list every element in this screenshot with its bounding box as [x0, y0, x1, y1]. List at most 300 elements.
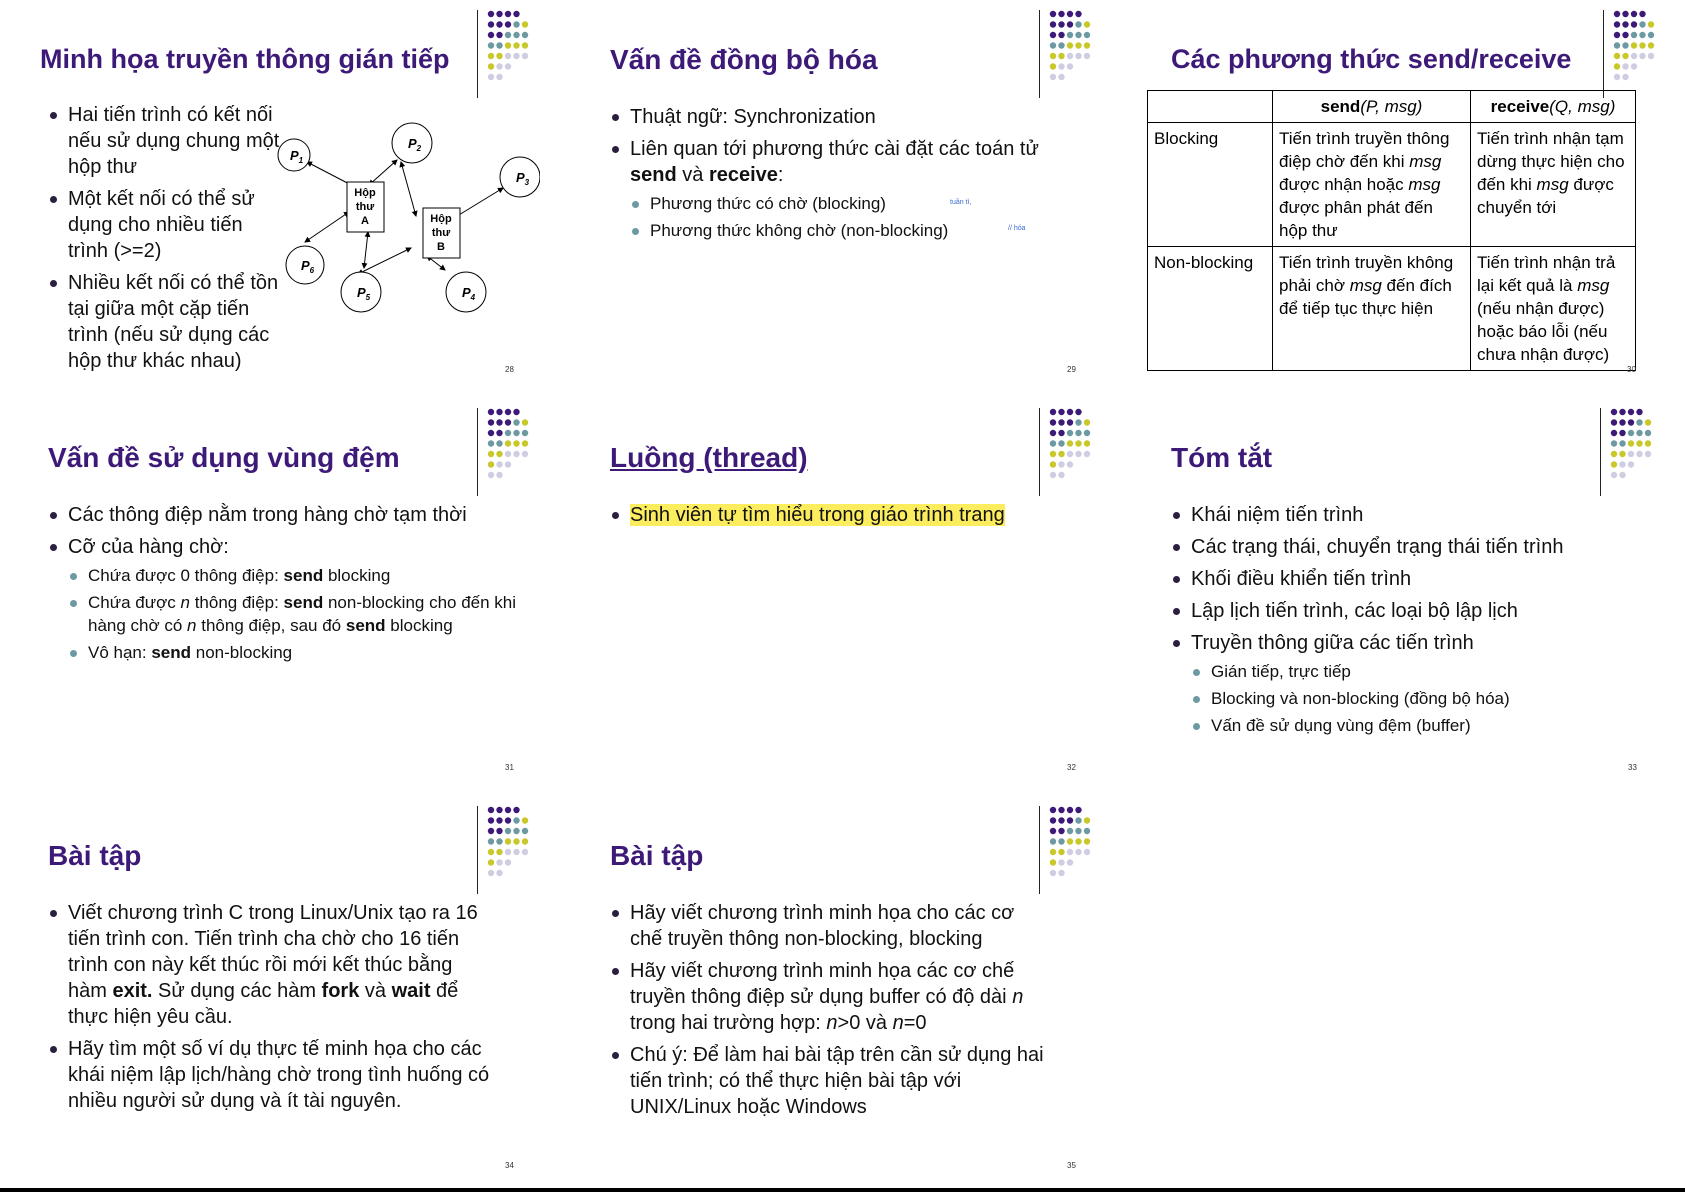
bullet-list	[610, 900, 1050, 1126]
bullet-item: Viết chương trình C trong Linux/Unix tạo ra 16 tiến trình con. Tiến trình cha chờ cho 16 tiến trình con này kết thúc rồi mới kết thúc bằng hàm exit. Sử dụng các hàm fork và wait để thực hiện yêu cầu.	[48, 900, 496, 1030]
decorative-dot	[522, 32, 528, 38]
decorative-dot	[1084, 817, 1090, 823]
decorative-dot	[1614, 32, 1620, 38]
decorative-dot	[1050, 42, 1056, 48]
decorative-dot	[1084, 849, 1090, 855]
decorative-dot	[1075, 817, 1081, 823]
decorative-dot	[1611, 472, 1617, 478]
process-label: $P_5$	[357, 285, 371, 302]
decorative-dot	[1628, 461, 1634, 467]
decorative-dot	[496, 53, 502, 59]
decorative-dot	[1611, 409, 1617, 415]
decorative-dot	[1067, 42, 1073, 48]
decorative-dot	[488, 828, 494, 834]
decorative-dot	[1050, 32, 1056, 38]
decorative-dot	[1645, 430, 1651, 436]
decorative-dot	[1084, 42, 1090, 48]
decorative-dot	[505, 817, 511, 823]
sub-bullet-item: Gián tiếp, trực tiếp	[1191, 660, 1641, 683]
decorative-dot	[496, 817, 502, 823]
decorative-dot	[1067, 53, 1073, 59]
decorative-dot	[1050, 472, 1056, 478]
decorative-dot	[488, 472, 494, 478]
mailbox-label: A	[361, 215, 369, 227]
bullet-list	[610, 502, 1090, 534]
decorative-dot	[488, 838, 494, 844]
table-cell: Tiến trình nhận trả lại kết quả là msg (nếu nhận được) hoặc báo lỗi (nếu chưa nhận được)	[1471, 247, 1636, 371]
decorative-dot	[1084, 32, 1090, 38]
decorative-dot	[1075, 409, 1081, 415]
slide-35	[562, 796, 1102, 1176]
divider	[1603, 10, 1604, 98]
bullet-item: Cỡ của hàng chờ: Chứa được 0 thông điệp: send blocking Chứa được n thông điệp: send non-blocking cho đến khi hàng chờ có n thông điệp, sau đó send blocking Vô hạn: send non-blocking	[48, 534, 518, 664]
decorative-dot	[1628, 451, 1634, 457]
slide-title: Luồng (thread)	[610, 442, 808, 473]
bullet-item: Hai tiến trình có kết nối nếu sử dụng chung một hộp thư	[48, 102, 280, 180]
decorative-dot	[1050, 451, 1056, 457]
decorative-dot	[1628, 440, 1634, 446]
decorative-dot	[1058, 828, 1064, 834]
decorative-dot	[1631, 11, 1637, 17]
decorative-dot	[1614, 53, 1620, 59]
sub-bullet-item: Phương thức không chờ (non-blocking)	[630, 219, 1050, 242]
decorative-dot	[1084, 21, 1090, 27]
decorative-dot	[1050, 430, 1056, 436]
decorative-dot	[1628, 409, 1634, 415]
decorative-dot	[505, 11, 511, 17]
decorative-dot	[522, 440, 528, 446]
decorative-dot	[1067, 859, 1073, 865]
table-cell: Tiến trình nhận tạm dừng thực hiện cho đến khi msg được chuyển tới	[1471, 123, 1636, 247]
decorative-dot	[1631, 32, 1637, 38]
decorative-dot	[496, 451, 502, 457]
decorative-dot	[488, 451, 494, 457]
decorative-dot	[1084, 440, 1090, 446]
decorative-dot	[1050, 849, 1056, 855]
sub-bullet-item: Blocking và non-blocking (đồng bộ hóa)	[1191, 687, 1641, 710]
decorative-dot	[496, 419, 502, 425]
decorative-dot	[505, 430, 511, 436]
decorative-dot	[1058, 74, 1064, 80]
decorative-dot	[1084, 53, 1090, 59]
decorative-dot	[513, 42, 519, 48]
decorative-dot	[505, 838, 511, 844]
slide-33	[1123, 398, 1663, 778]
slide-title: Tóm tắt	[1171, 442, 1273, 473]
slide-34	[0, 796, 540, 1176]
decorative-dot	[1075, 419, 1081, 425]
decorative-dot	[496, 11, 502, 17]
decorative-dot	[1084, 419, 1090, 425]
bullet-item: Nhiều kết nối có thể tồn tại giữa một cặp tiến trình (nếu sử dụng các hộp thư khác nhau)	[48, 270, 280, 374]
decorative-dot	[1639, 11, 1645, 17]
decorative-dot	[496, 63, 502, 69]
decorative-dot	[496, 859, 502, 865]
decorative-dot	[1636, 430, 1642, 436]
bullet-item: Hãy tìm một số ví dụ thực tế minh họa cho các khái niệm lập lịch/hàng chờ trong tình huống có nhiều người sử dụng và ít tài nguyên.	[48, 1036, 496, 1114]
bullet-item: Các thông điệp nằm trong hàng chờ tạm thời	[48, 502, 518, 528]
divider	[1039, 806, 1040, 894]
table-cell	[1148, 91, 1273, 123]
divider	[477, 408, 478, 496]
decorative-dot	[1058, 807, 1064, 813]
decorative-dot	[496, 849, 502, 855]
decorative-dot	[488, 32, 494, 38]
decorative-dot	[522, 838, 528, 844]
decorative-dot	[505, 42, 511, 48]
decorative-dot	[488, 409, 494, 415]
decorative-dot	[522, 817, 528, 823]
bullet-item: Hãy viết chương trình minh họa cho các cơ chế truyền thông non-blocking, blocking	[610, 900, 1050, 952]
decorative-dot	[1050, 828, 1056, 834]
sub-list	[630, 192, 1050, 242]
decorative-dot	[1058, 870, 1064, 876]
highlighted-text: Sinh viên tự tìm hiểu trong giáo trình trang	[630, 504, 1005, 526]
page-number: 35	[1067, 1161, 1076, 1170]
decorative-dot	[1631, 42, 1637, 48]
mailbox-diagram	[275, 120, 540, 340]
decorative-dot	[1639, 32, 1645, 38]
decorative-dot	[1075, 807, 1081, 813]
decorative-dot	[1050, 53, 1056, 59]
decorative-dot	[1645, 440, 1651, 446]
decorative-dot	[488, 21, 494, 27]
divider	[1600, 408, 1601, 496]
decorative-dot	[1631, 53, 1637, 59]
slide-title: Các phương thức send/receive	[1171, 44, 1572, 74]
decorative-dot	[496, 42, 502, 48]
decorative-dot	[496, 807, 502, 813]
slide-title: Vấn đề đồng bộ hóa	[610, 44, 878, 75]
decorative-dot	[1067, 440, 1073, 446]
decorative-dot	[488, 849, 494, 855]
decorative-dot	[1058, 63, 1064, 69]
sub-list	[68, 564, 518, 664]
bullet-item: Liên quan tới phương thức cài đặt các toán tử send và receive: Phương thức có chờ (blocking) Phương thức không chờ (non-blocking)	[610, 136, 1050, 242]
bullet-item: Chú ý: Để làm hai bài tập trên cần sử dụng hai tiến trình; có thể thực hiện bài tập với UNIX/Linux hoặc Windows	[610, 1042, 1050, 1120]
decorative-dot	[522, 451, 528, 457]
slide-title: Vấn đề sử dụng vùng đệm	[48, 442, 400, 473]
decorative-dot	[1614, 74, 1620, 80]
decorative-dot	[1050, 461, 1056, 467]
process-label: $P_4$	[462, 285, 476, 302]
process-label: $P_1$	[290, 148, 304, 165]
decorative-dot	[513, 21, 519, 27]
decorative-dot	[488, 53, 494, 59]
decorative-dots	[487, 10, 540, 90]
bullet-item: Các trạng thái, chuyển trạng thái tiến trình	[1171, 534, 1641, 560]
decorative-dot	[1067, 451, 1073, 457]
decorative-dot	[1075, 53, 1081, 59]
decorative-dots	[1049, 806, 1102, 886]
decorative-dot	[1622, 32, 1628, 38]
decorative-dot	[1067, 828, 1073, 834]
bullet-item: Một kết nối có thể sử dụng cho nhiều tiến trình (>=2)	[48, 186, 280, 264]
bullet-list	[48, 900, 496, 1120]
decorative-dot	[505, 440, 511, 446]
decorative-dot	[1067, 817, 1073, 823]
decorative-dot	[1067, 461, 1073, 467]
decorative-dot	[1622, 21, 1628, 27]
decorative-dot	[488, 42, 494, 48]
page-number: 34	[505, 1161, 514, 1170]
decorative-dot	[1050, 440, 1056, 446]
bullet-item: Lập lịch tiến trình, các loại bộ lập lịch	[1171, 598, 1641, 624]
decorative-dot	[1058, 409, 1064, 415]
page-number: 33	[1628, 763, 1637, 772]
mailbox-label: thư	[355, 201, 375, 213]
decorative-dot	[1058, 21, 1064, 27]
decorative-dot	[522, 42, 528, 48]
decorative-dot	[505, 461, 511, 467]
decorative-dot	[1067, 849, 1073, 855]
decorative-dot	[1058, 461, 1064, 467]
decorative-dots	[1049, 408, 1102, 488]
bullet-list	[1171, 502, 1641, 743]
mailbox-label: Hộp	[354, 187, 376, 199]
decorative-dot	[1067, 21, 1073, 27]
sub-bullet-item: Chứa được 0 thông điệp: send blocking	[68, 564, 518, 587]
bullet-item: Thuật ngữ: Synchronization	[610, 104, 1050, 130]
decorative-dot	[505, 828, 511, 834]
decorative-dot	[488, 74, 494, 80]
slide-30	[1145, 0, 1685, 380]
decorative-dot	[1619, 440, 1625, 446]
decorative-dot	[513, 838, 519, 844]
decorative-dot	[1622, 74, 1628, 80]
page-number: 32	[1067, 763, 1076, 772]
decorative-dot	[522, 849, 528, 855]
sub-list	[1191, 660, 1641, 737]
decorative-dot	[496, 828, 502, 834]
row-label: Non-blocking	[1148, 247, 1273, 371]
decorative-dot	[496, 32, 502, 38]
decorative-dot	[1611, 440, 1617, 446]
decorative-dot	[1067, 63, 1073, 69]
decorative-dot	[513, 419, 519, 425]
slide-title: Bài tập	[48, 840, 142, 871]
decorative-dot	[496, 440, 502, 446]
decorative-dot	[522, 21, 528, 27]
decorative-dot	[488, 817, 494, 823]
divider	[1039, 10, 1040, 98]
decorative-dot	[1067, 807, 1073, 813]
decorative-dot	[505, 63, 511, 69]
decorative-dot	[1067, 32, 1073, 38]
slide-title: Minh họa truyền thông gián tiếp	[40, 44, 450, 74]
decorative-dot	[1636, 409, 1642, 415]
decorative-dot	[1084, 430, 1090, 436]
decorative-dot	[1075, 32, 1081, 38]
decorative-dot	[513, 440, 519, 446]
decorative-dot	[1050, 817, 1056, 823]
decorative-dot	[496, 430, 502, 436]
decorative-dot	[1614, 42, 1620, 48]
sub-bullet-item: Phương thức có chờ (blocking)	[630, 192, 1050, 215]
decorative-dot	[496, 870, 502, 876]
send-receive-table	[1147, 90, 1636, 371]
decorative-dot	[505, 419, 511, 425]
decorative-dot	[1050, 21, 1056, 27]
decorative-dot	[488, 440, 494, 446]
decorative-dot	[1058, 440, 1064, 446]
decorative-dot	[1075, 451, 1081, 457]
bullet-item: Khái niệm tiến trình	[1171, 502, 1641, 528]
decorative-dot	[1075, 21, 1081, 27]
decorative-dot	[1075, 11, 1081, 17]
decorative-dot	[1075, 42, 1081, 48]
table-header: receive(Q, msg)	[1471, 91, 1636, 123]
divider	[1039, 408, 1040, 496]
decorative-dot	[505, 859, 511, 865]
decorative-dot	[1645, 419, 1651, 425]
decorative-dot	[1645, 451, 1651, 457]
process-label: $P_6$	[301, 258, 315, 275]
decorative-dot	[1084, 451, 1090, 457]
decorative-dot	[505, 409, 511, 415]
decorative-dot	[488, 870, 494, 876]
decorative-dot	[1075, 440, 1081, 446]
bullet-item: Khối điều khiển tiến trình	[1171, 566, 1641, 592]
decorative-dot	[1622, 63, 1628, 69]
handwritten-note: tuần tì,	[950, 199, 972, 206]
decorative-dot	[1058, 11, 1064, 17]
decorative-dot	[513, 53, 519, 59]
decorative-dot	[1622, 42, 1628, 48]
decorative-dot	[513, 451, 519, 457]
decorative-dot	[1075, 430, 1081, 436]
decorative-dot	[1631, 63, 1637, 69]
decorative-dot	[496, 74, 502, 80]
decorative-dot	[1648, 53, 1654, 59]
decorative-dot	[1058, 419, 1064, 425]
mailbox-label: thư	[431, 227, 451, 239]
decorative-dot	[1614, 11, 1620, 17]
decorative-dot	[488, 807, 494, 813]
decorative-dot	[1058, 472, 1064, 478]
decorative-dot	[1050, 838, 1056, 844]
sub-bullet-item: Vô hạn: send non-blocking	[68, 641, 518, 664]
bullet-list	[610, 104, 1050, 248]
divider	[477, 806, 478, 894]
decorative-dot	[488, 461, 494, 467]
decorative-dots	[487, 408, 540, 488]
slide-28	[0, 0, 540, 380]
decorative-dot	[505, 807, 511, 813]
decorative-dot	[488, 11, 494, 17]
decorative-dot	[1614, 63, 1620, 69]
slide-29	[562, 0, 1102, 380]
decorative-dot	[1050, 859, 1056, 865]
decorative-dot	[1648, 42, 1654, 48]
decorative-dot	[1084, 838, 1090, 844]
bottom-border	[0, 1188, 1685, 1192]
bullet-item: Truyền thông giữa các tiến trình Gián tiếp, trực tiếp Blocking và non-blocking (đồng bộ hóa) Vấn đề sử dụng vùng đệm (buffer)	[1171, 630, 1641, 737]
decorative-dot	[1648, 32, 1654, 38]
decorative-dot	[1614, 21, 1620, 27]
decorative-dot	[488, 859, 494, 865]
decorative-dot	[1619, 451, 1625, 457]
decorative-dot	[1619, 472, 1625, 478]
decorative-dot	[1050, 870, 1056, 876]
decorative-dot	[1067, 838, 1073, 844]
decorative-dots	[1613, 10, 1673, 90]
decorative-dot	[513, 32, 519, 38]
decorative-dot	[1067, 419, 1073, 425]
decorative-dot	[1050, 409, 1056, 415]
decorative-dot	[1636, 419, 1642, 425]
decorative-dot	[496, 472, 502, 478]
process-label: $P_3$	[516, 170, 530, 187]
decorative-dot	[496, 838, 502, 844]
table-cell: Tiến trình truyền thông điệp chờ đến khi msg được nhận hoặc msg được phân phát đến hộp thư	[1273, 123, 1471, 247]
decorative-dot	[1067, 409, 1073, 415]
decorative-dot	[488, 430, 494, 436]
decorative-dot	[1058, 451, 1064, 457]
decorative-dot	[1067, 430, 1073, 436]
decorative-dot	[1058, 849, 1064, 855]
decorative-dot	[522, 53, 528, 59]
mailbox-label: Hộp	[430, 213, 452, 225]
slide-title: Bài tập	[610, 840, 704, 871]
bullet-list	[48, 502, 518, 670]
page-number: 28	[505, 365, 514, 374]
decorative-dot	[505, 53, 511, 59]
decorative-dot	[513, 807, 519, 813]
decorative-dot	[513, 11, 519, 17]
decorative-dot	[513, 409, 519, 415]
decorative-dot	[1084, 828, 1090, 834]
slide-31	[0, 398, 540, 778]
decorative-dot	[513, 430, 519, 436]
decorative-dot	[1622, 11, 1628, 17]
decorative-dot	[505, 21, 511, 27]
table-cell: Tiến trình truyền không phải chờ msg đến đích để tiếp tục thực hiện	[1273, 247, 1471, 371]
decorative-dot	[1058, 53, 1064, 59]
page-number: 30	[1627, 365, 1636, 374]
decorative-dot	[1639, 53, 1645, 59]
mailbox-label: B	[437, 241, 445, 253]
decorative-dot	[1067, 11, 1073, 17]
decorative-dot	[522, 430, 528, 436]
page-number: 31	[505, 763, 514, 772]
table-header: send(P, msg)	[1273, 91, 1471, 123]
decorative-dot	[1639, 42, 1645, 48]
decorative-dot	[1058, 32, 1064, 38]
decorative-dot	[1628, 419, 1634, 425]
decorative-dot	[1622, 53, 1628, 59]
sub-bullet-item: Vấn đề sử dụng vùng đệm (buffer)	[1191, 714, 1641, 737]
decorative-dot	[1050, 63, 1056, 69]
decorative-dot	[1611, 430, 1617, 436]
decorative-dot	[488, 63, 494, 69]
page-number: 29	[1067, 365, 1076, 374]
row-label: Blocking	[1148, 123, 1273, 247]
decorative-dot	[505, 451, 511, 457]
decorative-dot	[1636, 451, 1642, 457]
decorative-dot	[513, 817, 519, 823]
process-label: $P_2$	[408, 136, 422, 153]
decorative-dot	[1058, 838, 1064, 844]
decorative-dot	[1075, 849, 1081, 855]
decorative-dot	[505, 32, 511, 38]
decorative-dot	[1619, 430, 1625, 436]
decorative-dot	[1075, 838, 1081, 844]
slide-32	[562, 398, 1102, 778]
decorative-dot	[1648, 21, 1654, 27]
decorative-dots	[1049, 10, 1102, 90]
decorative-dot	[1611, 461, 1617, 467]
